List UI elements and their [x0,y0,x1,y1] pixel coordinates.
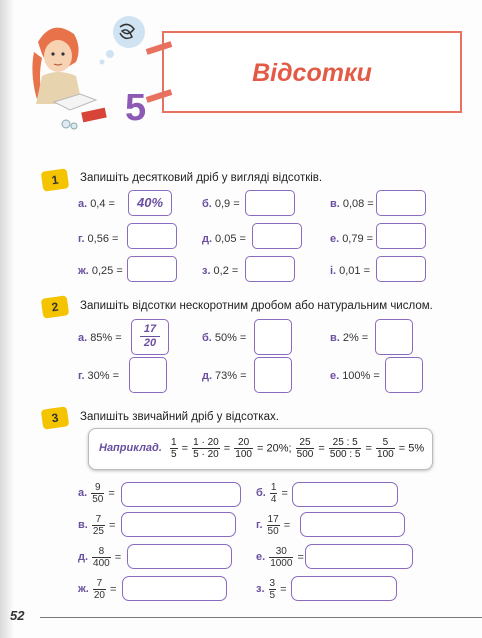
t2-d-label: г. 30% = [78,370,120,382]
t3-d-answer-box[interactable] [300,512,405,537]
t2-d-answer-box[interactable] [129,357,167,393]
girl-thinking-illustration [22,12,172,137]
t2-e-answer-box[interactable] [254,357,292,393]
t1-h-answer-box[interactable] [245,256,295,282]
title-frame [162,31,462,113]
t1-d-label: г. 0,56 = [78,233,119,245]
t3-c-label: в. $\frac{7}{25}$ = [78,514,116,537]
t1-g-answer-box[interactable] [127,256,177,282]
t1-i-answer-box[interactable] [376,256,426,282]
task-1-badge: 1 [41,168,70,191]
t1-b-label: б. 0,9 = [202,198,240,210]
t2-a-answer [132,323,168,350]
footer-rule [40,617,482,618]
page-gutter-shadow [0,0,14,638]
task-2-badge: 2 [41,295,70,318]
t1-g-label: ж. 0,25 = [78,265,123,277]
t2-b-label: б. 50% = [202,332,247,344]
ex-frac-2: $\frac{1 \cdot 20}{5 \cdot 20}$ [193,437,219,460]
ex-frac-4: $\frac{25}{500}$ [296,437,314,460]
t1-e-answer-box[interactable] [252,223,302,249]
t1-b-answer-box[interactable] [245,190,295,216]
task-2-text: Запишіть відсотки нескоротним дробом або натуральним числом. [80,300,433,312]
t3-b-label: б. $\frac{1}{4}$ = [256,482,288,505]
t1-i-label: і. 0,01 = [330,265,371,277]
t2-f-answer-box[interactable] [385,357,423,393]
task-3-text: Запишіть звичайний дріб у відсотках. [80,411,279,423]
t2-c-answer-box[interactable] [375,319,413,355]
ex-frac-6: $\frac{5}{100}$ [377,437,394,460]
t3-e-answer-box[interactable] [127,544,232,569]
t2-a-label: а. 85% = [78,332,122,344]
task-1-text: Запишіть десятковий дріб у вигляді відсотків. [80,172,323,184]
t1-c-answer-box[interactable] [376,190,426,216]
t3-d-label: г. $\frac{17}{50}$ = [256,514,291,537]
task-3-badge: 3 [41,406,70,429]
t2-f-label: е. 100% = [330,370,380,382]
t2-e-label: д. 73% = [202,370,247,382]
example-label: Наприклад. [99,442,162,454]
example-box [88,428,433,470]
t1-c-label: в. 0,08 = [330,198,374,210]
t3-c-answer-box[interactable] [121,512,236,537]
t2-c-label: в. 2% = [330,332,369,344]
t2-a-answer-denominator: 20 [143,337,157,349]
t1-f-label: е. 0,79 = [330,233,374,245]
t2-a-answer-numerator: 17 [140,323,160,337]
ex-frac-1: $\frac{1}{5}$ [171,437,177,460]
t1-a-answer-box[interactable] [128,190,172,216]
t1-e-label: д. 0,05 = [202,233,246,245]
t3-h-answer-box[interactable] [291,576,397,601]
lesson-number: 5 [125,87,147,129]
example-formula: $\frac{1}{5}$ = $\frac{1 \cdot 20}{5 \cdot 20}$ = $\frac{20}{100}$ = 20%; $\frac{25}{500}$ = $\frac{25 : 5}{500 : 5}$ = $\frac{5}{100}$ = 5% [171,437,425,460]
t1-a-label: а. 0,4 = [78,198,115,210]
t3-e-label: д. $\frac{8}{400}$ = [78,546,122,569]
t2-b-answer-box[interactable] [254,319,292,355]
page-number: 52 [10,608,25,623]
t3-f-label: е. $\frac{30}{1000}$ = [256,546,304,569]
ex-frac-5: $\frac{25 : 5}{500 : 5}$ [329,437,361,460]
ex-frac-3: $\frac{20}{100}$ [235,437,252,460]
t3-b-answer-box[interactable] [292,482,398,507]
t1-a-answer: 40% [136,195,164,210]
t3-h-label: з. $\frac{3}{5}$ = [256,578,287,601]
t3-g-answer-box[interactable] [122,576,227,601]
t3-a-answer-box[interactable] [121,482,241,507]
page-title: Відсотки [252,59,372,87]
t1-d-answer-box[interactable] [127,223,177,249]
t3-g-label: ж. $\frac{7}{20}$ = [78,578,117,601]
t1-f-answer-box[interactable] [376,223,426,249]
t1-h-label: з. 0,2 = [202,265,239,277]
t3-a-label: а. $\frac{9}{50}$ = [78,482,115,505]
t2-a-answer-box[interactable] [131,319,169,355]
t3-f-answer-box[interactable] [305,544,413,569]
